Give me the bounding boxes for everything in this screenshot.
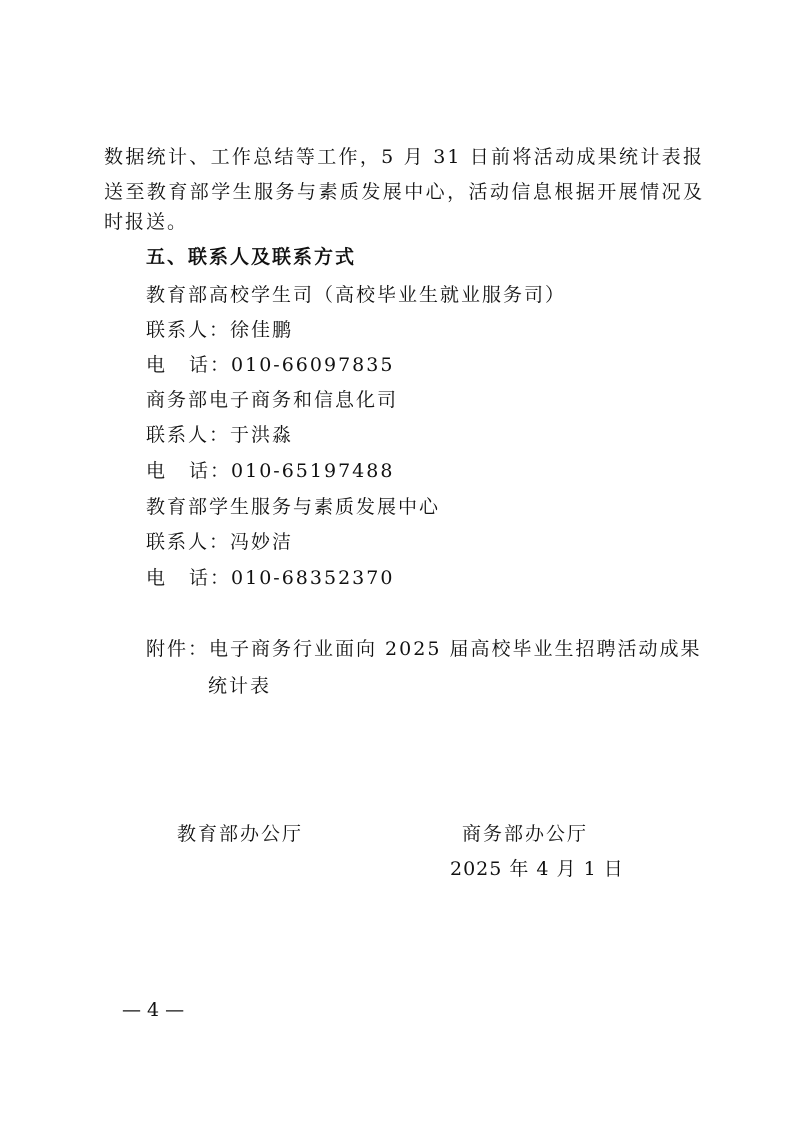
contact-person-line [146,318,293,342]
contact-phone-number: 010-68352370 [231,567,395,589]
contact-person-label: 联系人： [146,531,231,553]
page-number: — 4 — [122,999,185,1021]
contact-phone-label-suffix: 话： [189,567,232,589]
signature-org-right: 商务部办公厅 [462,823,589,845]
contact-phone-line [146,459,394,483]
section-heading-contacts: 五、联系人及联系方式 [146,246,357,268]
contact-phone-number: 010-65197488 [231,460,395,482]
paragraph-line-3: 时报送。 [104,211,189,233]
attachment-line [146,637,701,661]
contact-phone-line [146,353,394,377]
contact-person-label: 联系人： [146,319,231,341]
signature-org-left: 教育部办公厅 [177,823,304,845]
contact-org: 教育部高校学生司（高校毕业生就业服务司） [146,284,567,306]
contact-person-name: 徐佳鹏 [230,319,294,341]
paragraph-line-2: 送至教育部学生服务与素质发展中心，活动信息根据开展情况及 [104,181,704,203]
contact-org: 商务部电子商务和信息化司 [146,389,399,411]
contact-person-name: 于洪淼 [230,424,294,446]
contact-person-label: 联系人： [146,424,231,446]
contact-phone-number: 010-66097835 [231,354,395,376]
contact-phone-label-suffix: 话： [189,460,232,482]
contact-phone-label-suffix: 话： [189,354,232,376]
contact-phone-label: 电 [146,354,166,376]
contact-phone-label: 电 [146,460,166,482]
contact-person-line [146,423,293,447]
paragraph-line-1: 数据统计、工作总结等工作，5 月 31 日前将活动成果统计表报 [104,146,704,168]
contact-person-name: 冯妙洁 [230,531,294,553]
contact-person-line [146,530,293,554]
contact-phone-label: 电 [146,567,166,589]
attachment-title-continued: 统计表 [208,675,272,697]
contact-org: 教育部学生服务与素质发展中心 [146,496,441,518]
attachment-label: 附件： [146,638,210,660]
signature-date: 2025 年 4 月 1 日 [450,858,624,880]
attachment-title: 电子商务行业面向 2025 届高校毕业生招聘活动成果 [209,638,702,660]
contact-phone-line [146,566,394,590]
